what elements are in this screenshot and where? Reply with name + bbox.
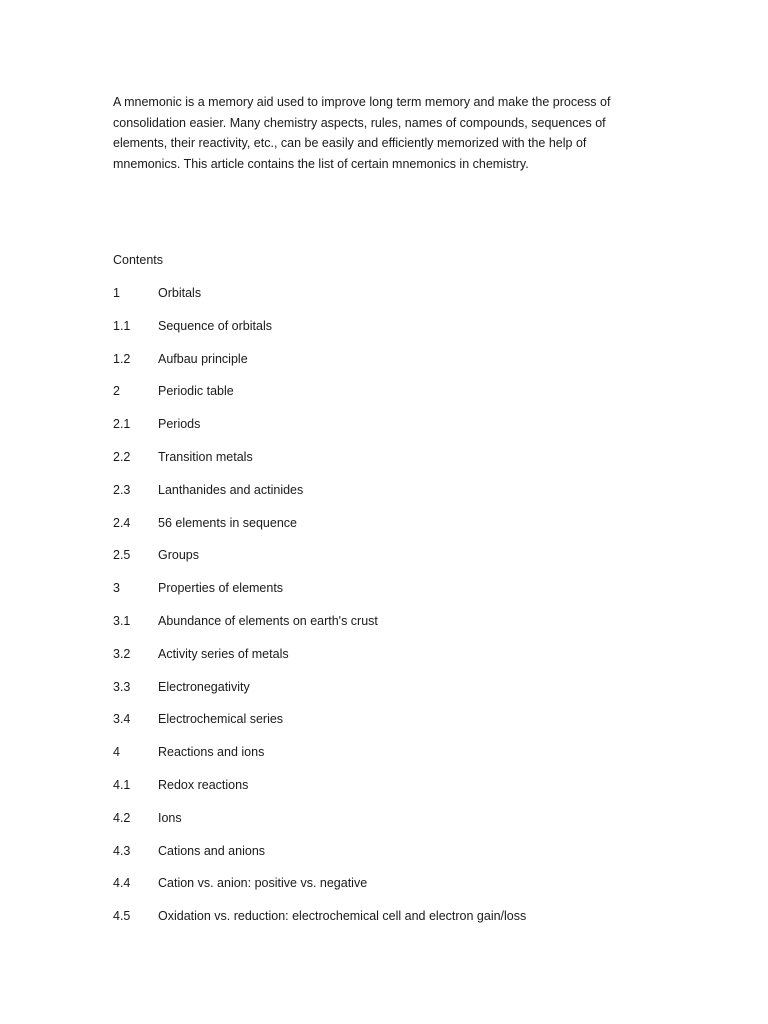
toc-item-label: Electrochemical series [158,712,284,727]
toc-item[interactable] [113,874,673,907]
toc-item-number: 4.5 [113,909,131,924]
toc-item-label: Sequence of orbitals [158,318,272,333]
toc-item[interactable] [113,776,673,809]
toc-item-label: Transition metals [158,449,253,464]
intro-paragraph: A mnemonic is a memory aid used to improve long term memory and make the process of consolidation easier. Many chemistry aspects, rules, names of compounds, sequences of elements, their reactivity, etc., can be easily and efficiently memorized with the help of mnemonics. This article contains the list of certain mnemonics in chemistry. [113,95,611,171]
toc-item-label: Orbitals [158,286,202,300]
toc-item-number: 1 [113,286,120,300]
toc-item-label: Reactions and ions [158,745,265,760]
toc-item-number: 3.3 [113,679,131,694]
toc-item-number: 2.1 [113,417,131,432]
toc-item[interactable] [113,579,673,612]
toc-item[interactable] [113,710,673,743]
toc-item-number: 1.2 [113,351,131,366]
toc-item[interactable] [113,678,673,711]
contents-heading: Contents [113,253,164,267]
toc-item-label: Oxidation vs. reduction: electrochemical cell and electron gain/loss [158,909,527,924]
toc-item-label: Periodic table [158,384,234,399]
toc-item-label: Activity series of metals [158,646,289,661]
toc-item[interactable] [113,645,673,678]
toc-item-label: Lanthanides and actinides [158,482,304,497]
toc-item-number: 4.3 [113,843,131,858]
toc-item-number: 3.4 [113,712,131,727]
toc-item[interactable] [113,284,673,317]
toc-item[interactable] [113,743,673,776]
toc-item[interactable] [113,514,673,547]
toc-item-label: 56 elements in sequence [158,515,297,530]
toc-item-label: Groups [158,548,199,563]
toc-item[interactable] [113,382,673,415]
toc-item[interactable] [113,612,673,645]
toc-item-label: Ions [158,810,182,825]
toc-item[interactable] [113,317,673,350]
toc-item-label: Properties of elements [158,581,284,596]
toc-item-number: 4.4 [113,876,131,891]
toc-item-number: 2.2 [113,449,131,464]
toc-item-number: 2 [113,384,120,399]
toc-item-number: 4 [113,745,120,760]
toc-item-label: Electronegativity [158,679,250,694]
toc-item-label: Aufbau principle [158,351,248,366]
toc-item[interactable] [113,350,673,383]
toc-item[interactable] [113,842,673,875]
toc-item[interactable] [113,907,673,940]
toc-item-number: 2.3 [113,482,131,497]
toc-item-number: 4.2 [113,810,131,825]
toc-item-label: Cations and anions [158,843,266,858]
toc-item[interactable] [113,415,673,448]
toc-item[interactable] [113,481,673,514]
toc-item-number: 3.1 [113,613,131,628]
toc-item-number: 2.4 [113,515,131,530]
toc-item[interactable] [113,448,673,481]
toc-item-label: Redox reactions [158,777,249,792]
toc-item-number: 3.2 [113,646,131,661]
toc-item-label: Periods [158,417,201,432]
toc-item-label: Abundance of elements on earth's crust [158,613,378,628]
toc-item[interactable] [113,809,673,842]
table-of-contents [113,284,673,940]
toc-item-number: 1.1 [113,318,131,333]
toc-item-number: 3 [113,581,120,596]
toc-item-number: 2.5 [113,548,131,563]
toc-item[interactable] [113,546,673,579]
toc-item-label: Cation vs. anion: positive vs. negative [158,876,368,891]
toc-item-number: 4.1 [113,777,131,792]
